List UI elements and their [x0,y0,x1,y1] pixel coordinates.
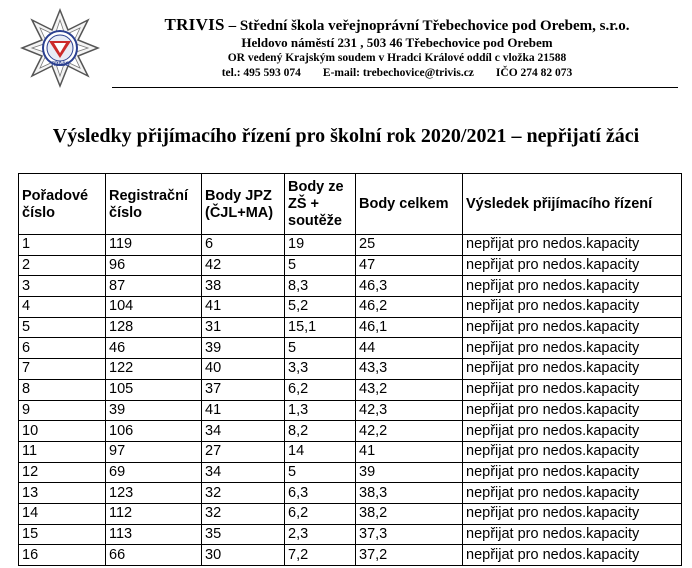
table-header-row [19,174,682,235]
table-row [19,441,682,462]
total-points-cell: 46,2 [356,297,463,318]
table-row [19,255,682,276]
column-header: Body celkem [356,174,463,235]
rank-cell: 16 [19,545,106,566]
table-row [19,545,682,566]
rank-cell: 13 [19,483,106,504]
total-points-cell: 25 [356,235,463,256]
total-points-cell: 43,2 [356,379,463,400]
jpz-points-cell: 41 [202,400,285,421]
registration-cell: 69 [106,462,202,483]
star-badge-icon [20,8,100,88]
email: E-mail: trebechovice@trivis.cz [322,67,474,79]
total-points-cell: 41 [356,441,463,462]
total-points-cell: 42,2 [356,421,463,442]
total-points-cell: 44 [356,338,463,359]
jpz-points-cell: 39 [202,338,285,359]
table-row [19,483,682,504]
result-cell: nepřijat pro nedos.kapacity [463,359,682,380]
rank-cell: 1 [19,235,106,256]
total-points-cell: 47 [356,255,463,276]
school-name: – Střední škola veřejnoprávní Třebechovice pod Orebem, s.r.o. [228,18,630,34]
registration-cell: 106 [106,421,202,442]
total-points-cell: 39 [356,462,463,483]
result-cell: nepřijat pro nedos.kapacity [463,297,682,318]
registration-cell: 96 [106,255,202,276]
jpz-points-cell: 35 [202,524,285,545]
result-cell: nepřijat pro nedos.kapacity [463,400,682,421]
table-row [19,297,682,318]
jpz-points-cell: 38 [202,276,285,297]
table-row [19,276,682,297]
jpz-points-cell: 30 [202,545,285,566]
school-logo [20,8,100,88]
school-points-cell: 5 [285,338,356,359]
registration-cell: 46 [106,338,202,359]
rank-cell: 2 [19,255,106,276]
result-cell: nepřijat pro nedos.kapacity [463,255,682,276]
table-row [19,400,682,421]
registration-cell: 87 [106,276,202,297]
school-points-cell: 6,3 [285,483,356,504]
rank-cell: 15 [19,524,106,545]
registration-cell: 119 [106,235,202,256]
result-cell: nepřijat pro nedos.kapacity [463,338,682,359]
rank-cell: 9 [19,400,106,421]
rank-cell: 11 [19,441,106,462]
result-cell: nepřijat pro nedos.kapacity [463,462,682,483]
column-header: Body ze ZŠ + soutěže [285,174,356,235]
registration-cell: 39 [106,400,202,421]
letterhead [112,16,682,81]
school-points-cell: 2,3 [285,524,356,545]
total-points-cell: 38,3 [356,483,463,504]
school-points-cell: 6,2 [285,503,356,524]
jpz-points-cell: 34 [202,462,285,483]
brand-name: TRIVIS [164,15,225,34]
school-points-cell: 14 [285,441,356,462]
result-cell: nepřijat pro nedos.kapacity [463,545,682,566]
total-points-cell: 46,1 [356,317,463,338]
result-cell: nepřijat pro nedos.kapacity [463,503,682,524]
rank-cell: 12 [19,462,106,483]
registration-cell: 104 [106,297,202,318]
header-divider [112,87,678,88]
result-cell: nepřijat pro nedos.kapacity [463,441,682,462]
registration-cell: 66 [106,545,202,566]
table-row [19,524,682,545]
school-address: Heldovo náměstí 231 , 503 46 Třebechovice pod Orebem [241,35,553,50]
column-header: Body JPZ (ČJL+MA) [202,174,285,235]
result-cell: nepřijat pro nedos.kapacity [463,421,682,442]
rank-cell: 10 [19,421,106,442]
table-row [19,462,682,483]
result-cell: nepřijat pro nedos.kapacity [463,235,682,256]
rank-cell: 7 [19,359,106,380]
result-cell: nepřijat pro nedos.kapacity [463,317,682,338]
rank-cell: 4 [19,297,106,318]
jpz-points-cell: 31 [202,317,285,338]
result-cell: nepřijat pro nedos.kapacity [463,276,682,297]
table-row [19,421,682,442]
school-points-cell: 5,2 [285,297,356,318]
result-cell: nepřijat pro nedos.kapacity [463,524,682,545]
jpz-points-cell: 42 [202,255,285,276]
table-row [19,235,682,256]
column-header: Registrační číslo [106,174,202,235]
page-title: Výsledky přijímacího řízení pro školní rok 2020/2021 – nepřijatí žáci [52,125,640,147]
phone: tel.: 495 593 074 [221,67,301,79]
total-points-cell: 38,2 [356,503,463,524]
result-cell: nepřijat pro nedos.kapacity [463,483,682,504]
rank-cell: 6 [19,338,106,359]
registration-cell: 112 [106,503,202,524]
jpz-points-cell: 32 [202,483,285,504]
rank-cell: 3 [19,276,106,297]
school-points-cell: 7,2 [285,545,356,566]
total-points-cell: 42,3 [356,400,463,421]
column-header: Výsledek přijímacího řízení [463,174,682,235]
school-points-cell: 1,3 [285,400,356,421]
table-body [19,235,682,566]
total-points-cell: 37,2 [356,545,463,566]
jpz-points-cell: 37 [202,379,285,400]
ico: IČO 274 82 073 [495,67,573,79]
jpz-points-cell: 6 [202,235,285,256]
registry-info: OR vedený Krajským soudem v Hradci Králové oddíl c vložka 21588 [227,52,567,64]
jpz-points-cell: 27 [202,441,285,462]
registration-cell: 105 [106,379,202,400]
rank-cell: 8 [19,379,106,400]
rank-cell: 5 [19,317,106,338]
table-row [19,379,682,400]
column-header: Pořadové číslo [19,174,106,235]
total-points-cell: 43,3 [356,359,463,380]
school-points-cell: 5 [285,255,356,276]
jpz-points-cell: 41 [202,297,285,318]
school-points-cell: 15,1 [285,317,356,338]
school-points-cell: 3,3 [285,359,356,380]
logo-text: TRIVIS [50,62,70,68]
table-row [19,359,682,380]
school-points-cell: 19 [285,235,356,256]
jpz-points-cell: 40 [202,359,285,380]
total-points-cell: 37,3 [356,524,463,545]
jpz-points-cell: 32 [202,503,285,524]
table-row [19,317,682,338]
table-row [19,338,682,359]
result-cell: nepřijat pro nedos.kapacity [463,379,682,400]
school-points-cell: 6,2 [285,379,356,400]
letterhead-title [112,16,682,35]
registration-cell: 122 [106,359,202,380]
results-table [18,173,682,566]
school-points-cell: 5 [285,462,356,483]
rank-cell: 14 [19,503,106,524]
registration-cell: 123 [106,483,202,504]
school-points-cell: 8,2 [285,421,356,442]
registration-cell: 113 [106,524,202,545]
table-row [19,503,682,524]
registration-cell: 128 [106,317,202,338]
contact-line [112,66,682,81]
school-points-cell: 8,3 [285,276,356,297]
jpz-points-cell: 34 [202,421,285,442]
registration-cell: 97 [106,441,202,462]
total-points-cell: 46,3 [356,276,463,297]
